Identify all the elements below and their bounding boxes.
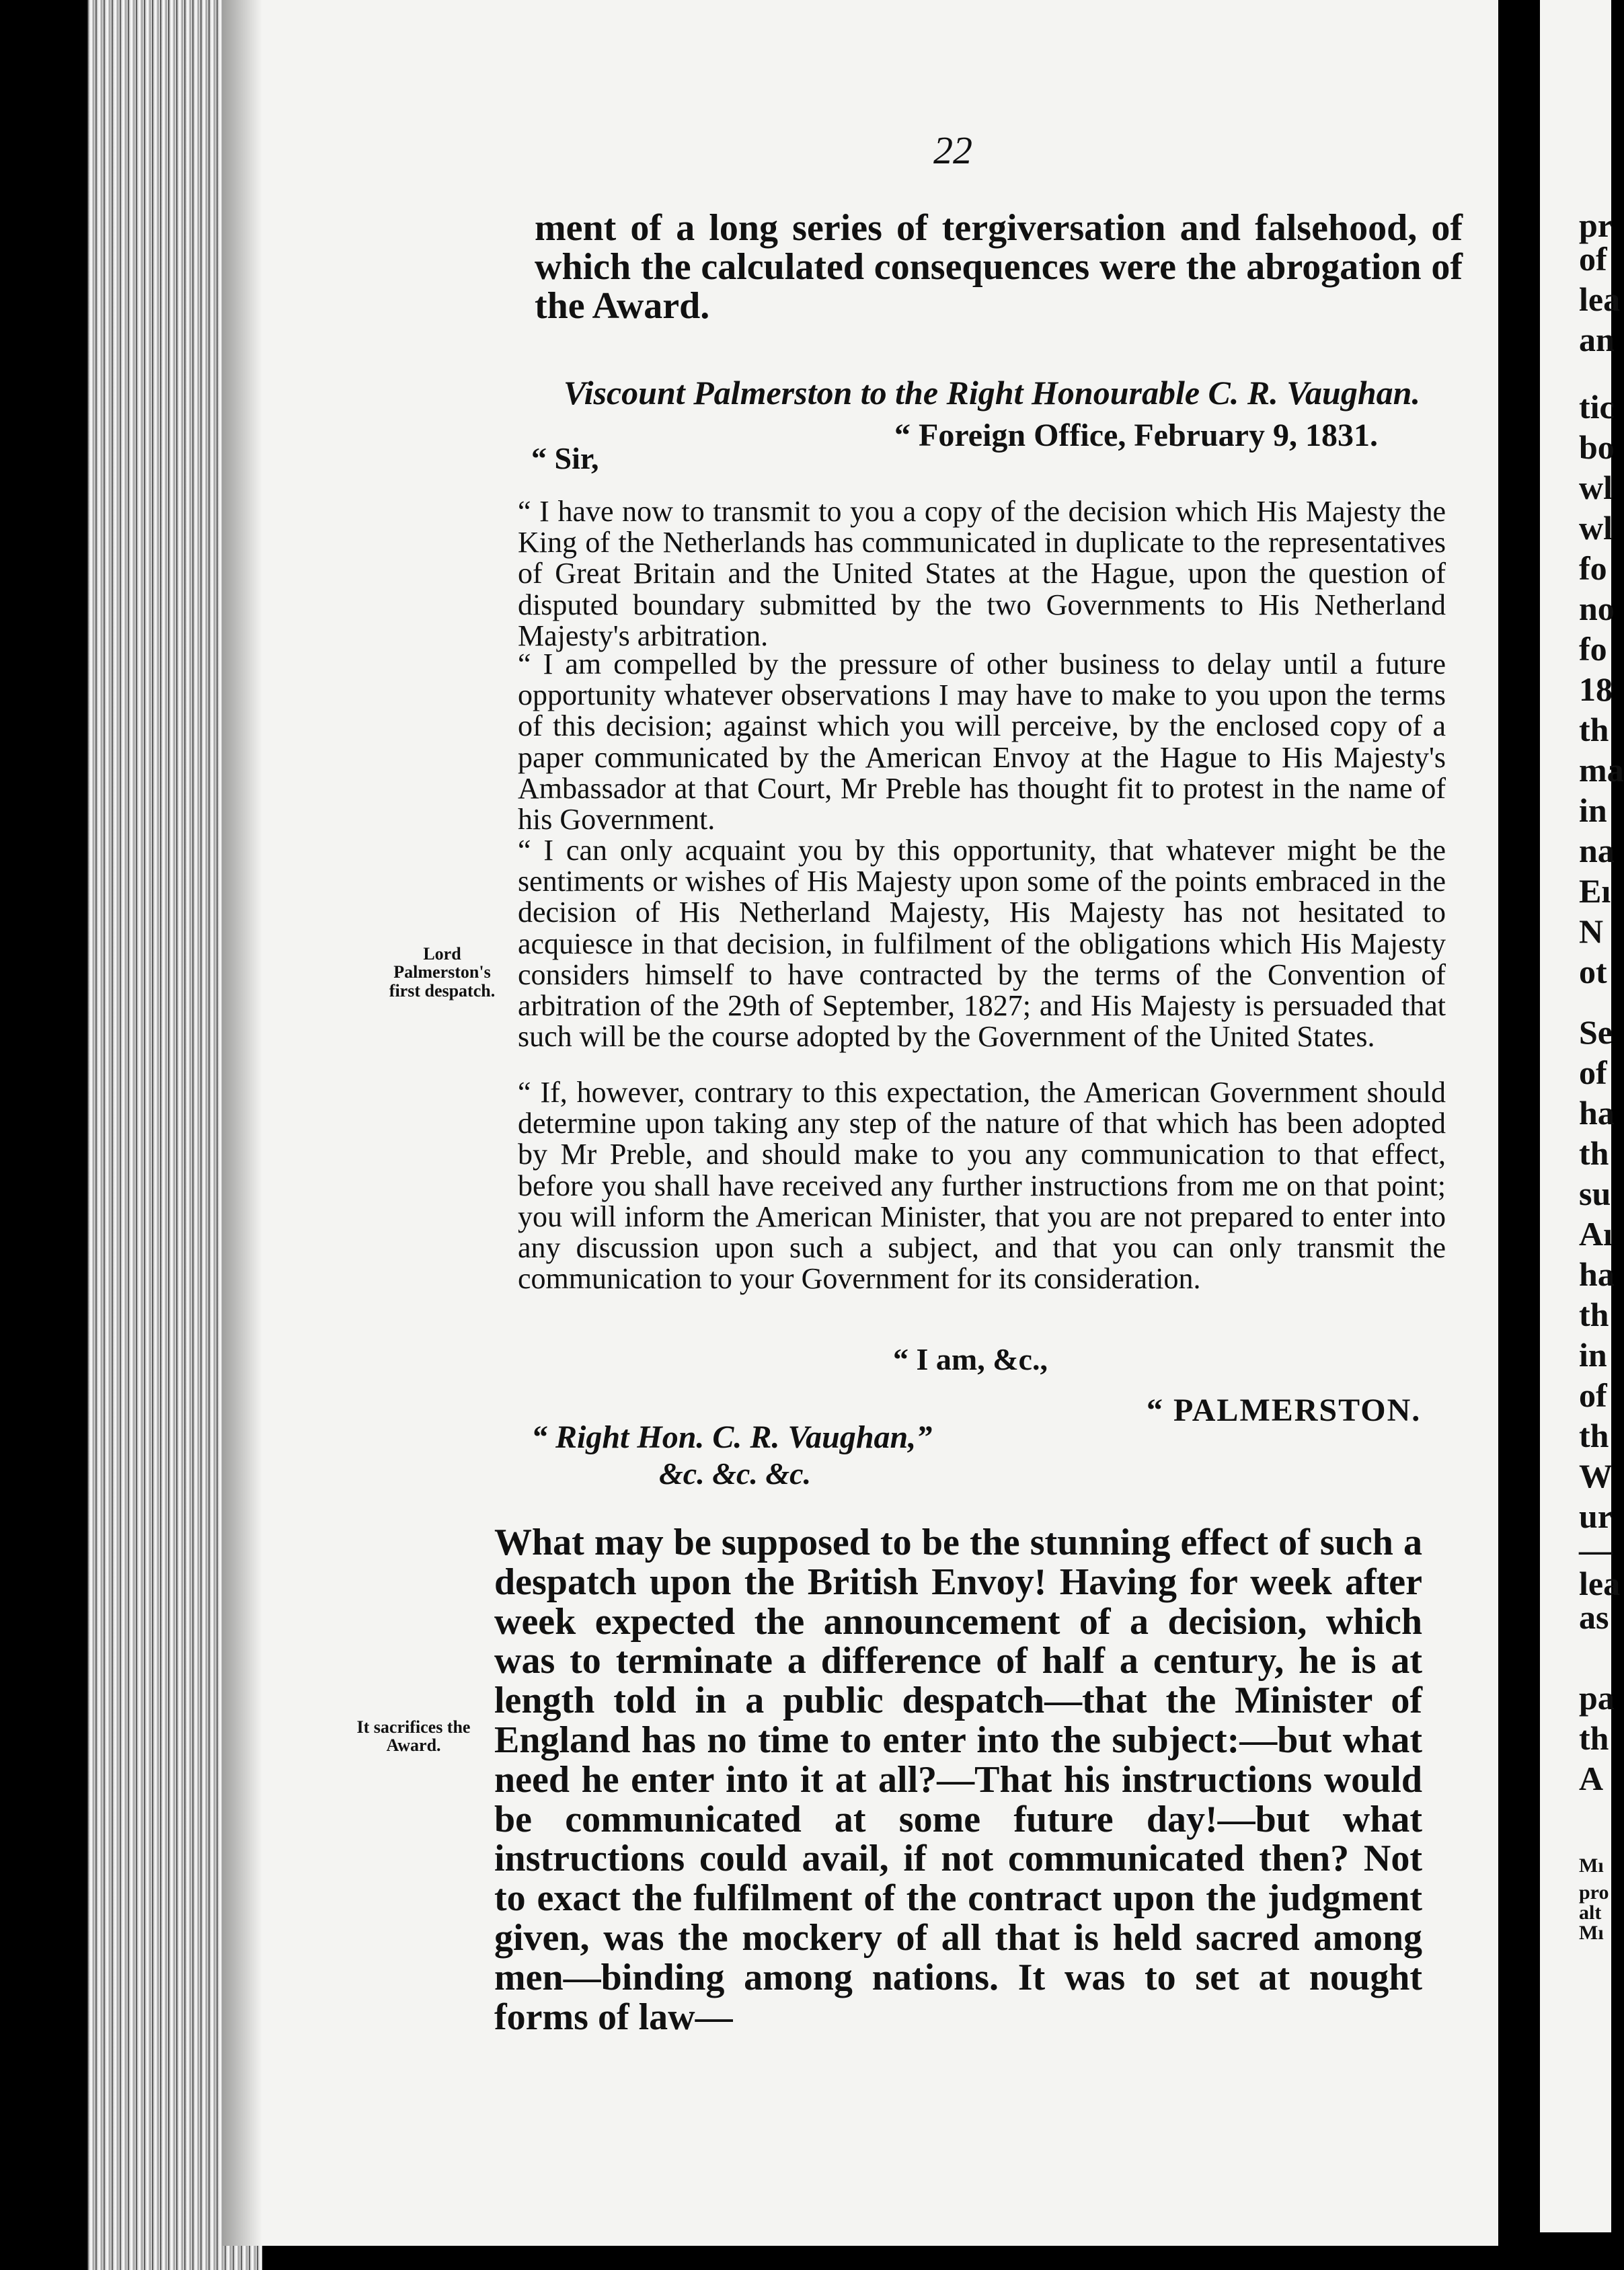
letter-closing: “ I am, &c., xyxy=(893,1342,1048,1376)
letter-dateline: “ Foreign Office, February 9, 1831. xyxy=(894,418,1378,453)
intro-text: ment of a long series of tergiversation and falsehood, of which the calculated consequences were the abrogation of the Award. xyxy=(535,207,1463,327)
right-page-fragment: Se xyxy=(1579,1013,1613,1051)
right-page-fragment: — xyxy=(1579,1531,1613,1569)
right-page-fragment: no xyxy=(1579,590,1615,627)
right-page-fragment: fo xyxy=(1579,630,1607,668)
right-page-fragment: of xyxy=(1579,1054,1607,1091)
right-page-fragment: lea xyxy=(1579,280,1621,318)
right-page-fragment: A xyxy=(1579,1760,1604,1797)
right-page-fragment: Aı xyxy=(1579,1215,1613,1253)
right-page-fragment: ot xyxy=(1579,953,1607,990)
main-paragraph: What may be supposed to be the stunning effect of such a despatch upon the British Envoy! Having for week after week expected the announcement of a decision, which was to terminate a difference of half a century, he is at length told in a public despatch—that the Minister of England has no time to enter into the subject:—but what need he enter into it at all?—That his instructions would be communicated at some future day!—but what instructions could avail, if not communicated then? Not to exact the fulfilment of the contract upon the judgment given, was the mockery of all that is held sacred among men—binding among nations. It was to set at nought forms of law— xyxy=(494,1522,1422,2038)
right-page-fragment: su xyxy=(1579,1175,1611,1212)
letter-paragraph-1: “ I have now to transmit to you a copy of the decision which His Majesty the King of the Netherlands has communicated in duplicate to the representatives of Great Britain and the United States at the Hague, upon the question of disputed boundary submitted by the two Governments to His Netherland Majesty's arbitration. xyxy=(518,495,1446,652)
addressee-line-1: “ Right Hon. C. R. Vaughan,” xyxy=(531,1419,933,1455)
right-page-fragment: th xyxy=(1579,711,1609,748)
right-page-fragment: 18 xyxy=(1579,670,1613,708)
page-shadow xyxy=(222,0,262,2246)
right-page-fragment: alt xyxy=(1579,1902,1602,1924)
right-page-fragment: N xyxy=(1579,912,1604,950)
margin-note-award: It sacrifices the Award. xyxy=(356,1717,471,1756)
right-page-fragment: th xyxy=(1579,1134,1609,1172)
right-page-fragment: of xyxy=(1579,1376,1607,1414)
letter-signature: “ PALMERSTON. xyxy=(1147,1393,1422,1428)
right-page-fragment: fo xyxy=(1579,549,1607,587)
page-number: 22 xyxy=(933,128,972,172)
right-page-fragment: W xyxy=(1579,1457,1613,1495)
right-page-fragment: tic xyxy=(1579,388,1615,426)
right-page-fragment: wl xyxy=(1579,469,1613,506)
letter-heading: Viscount Palmerston to the Right Honourable C. R. Vaughan. xyxy=(564,374,1420,412)
right-page-fragment: ur xyxy=(1579,1497,1613,1535)
right-page-fragment: of xyxy=(1579,240,1607,278)
right-page-fragment: pa xyxy=(1579,1679,1615,1717)
right-page-fragment: an xyxy=(1579,321,1615,358)
right-page-fragment: th xyxy=(1579,1719,1609,1757)
right-page-fragment: ha xyxy=(1579,1094,1615,1132)
letter-salutation: “ Sir, xyxy=(531,441,599,475)
right-page-fragment: in xyxy=(1579,1336,1607,1374)
right-page-fragment: th xyxy=(1579,1296,1609,1333)
letter-paragraph-4: “ If, however, contrary to this expectation, the American Government should determine upon taking any step of the nature of that which has been adopted by Mr Preble, and should make to you any communication to that effect, before you shall have received any further instructions from me on that point; you will inform the American Minister, that you are not prepared to enter into any discussion upon such a subject, and that you can only transmit the communication to your Government for its consideration. xyxy=(518,1076,1446,1296)
right-page-fragment: Mı xyxy=(1579,1854,1604,1877)
right-page-fragment: ma xyxy=(1579,751,1624,789)
letter-paragraph-3: “ I can only acquaint you by this opportunity, that whatever might be the sentiments or wishes of His Majesty upon some of the points embraced in the decision of His Netherland Majesty, His Majesty has not hesitated to acquiesce in that decision, in fulfilment of the obligations which His Majesty considers himself to have contracted by the terms of the Convention of arbitration of the 29th of September, 1827; and His Majesty is persuaded that such will be the course adopted by the Government of the United States. xyxy=(518,834,1446,1054)
right-page-fragment: wl xyxy=(1579,509,1613,547)
right-page-fragment: as xyxy=(1579,1598,1609,1636)
right-page-fragment: lea xyxy=(1579,1565,1621,1602)
right-page-fragment: pr xyxy=(1579,206,1613,244)
right-page-fragment: pro xyxy=(1579,1881,1609,1904)
right-page-fragment: ha xyxy=(1579,1255,1615,1293)
letter-paragraph-2: “ I am compelled by the pressure of other business to delay until a future opportunity whatever observations I may have to make to you upon the terms of this decision; against which you will perceive, by the enclosed copy of a paper communicated by the American Envoy at the Hague to His Majesty's Ambassador at that Court, Mr Preble has thought fit to protest in the name of his Government. xyxy=(518,648,1446,836)
right-page-fragment: th xyxy=(1579,1417,1609,1454)
right-page-fragment: na xyxy=(1579,832,1615,869)
right-page-fragment: in xyxy=(1579,791,1607,829)
right-page-fragment: Mı xyxy=(1579,1922,1604,1944)
margin-note-palmerston: Lord Palmerston's first despatch. xyxy=(389,944,496,1001)
right-page-fragment: bo xyxy=(1579,428,1615,466)
right-page-fragment: Eı xyxy=(1579,872,1611,910)
addressee-line-2: &c. &c. &c. xyxy=(659,1456,812,1491)
book-gutter xyxy=(1498,0,1540,2270)
